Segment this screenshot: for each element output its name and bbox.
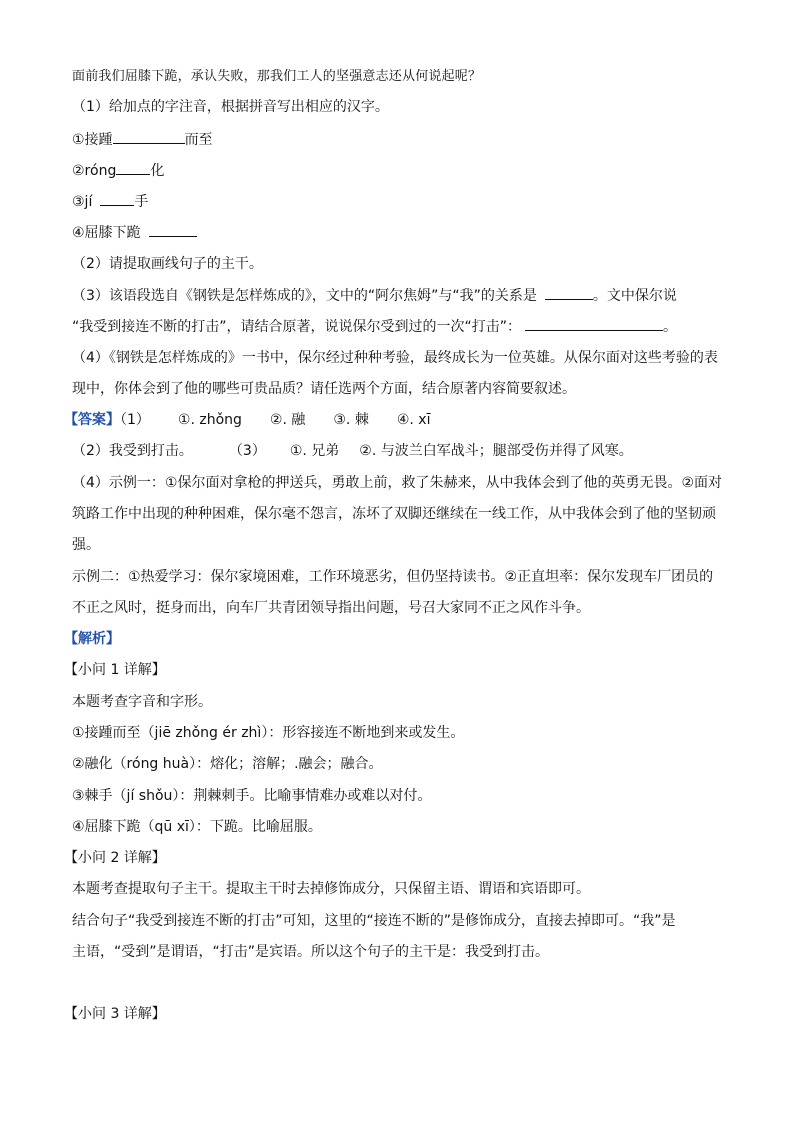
question-2-stem: （2）请提取画线句子的主干。: [72, 256, 263, 272]
q1-item-3-suffix: 手: [134, 194, 149, 210]
q3-stem-text-tail: 。文中保尔说: [592, 288, 677, 304]
q1-detail-line-4: ③棘手（jí shǒu）：荆棘刺手。比喻事情难办或难以对付。: [72, 788, 432, 804]
q3-stem-text: （3）该语段选自《钢铁是怎样炼成的》，文中的“阿尔焦姆”与“我”的关系是: [72, 288, 537, 304]
q1-detail-line-5: ④屈膝下跪（qū xī）：下跪。比喻屈服。: [72, 819, 322, 835]
q1-item-1-prefix: ①接踵: [72, 132, 113, 148]
q1-item-1: [72, 129, 213, 150]
q1-item-1-blank[interactable]: [113, 129, 185, 144]
q3-blow-blank[interactable]: [525, 316, 663, 331]
answer-4-example-2-line-2: 不正之风时，挺身而出，向车厂共青团领导指出问题，号召大家同不正之风作斗争。: [72, 600, 590, 616]
answer-1-item-4: ④. xī: [396, 412, 431, 428]
q1-item-2-blank[interactable]: [116, 160, 150, 175]
answer-1-prefix: （1）: [120, 412, 150, 428]
question-4-stem-line-2: 现中，你体会到了他的哪些可贵品质？请任选两个方面，结合原著内容简要叙述。: [72, 381, 576, 397]
q1-item-4-blank[interactable]: [149, 222, 197, 237]
answer-line-1: [64, 410, 430, 430]
question-4-stem-line-1: （4）《钢铁是怎样炼成的》一书中，保尔经过种种考验，最终成长为一位英雄。从保尔面对这些考验的表: [72, 350, 718, 366]
q3-relation-blank[interactable]: [545, 285, 593, 300]
q3-stem-line-2-text: “我受到接连不断的打击”，请结合原著，说说保尔受到过的一次“打击”：: [72, 319, 522, 335]
answer-line-2: [72, 441, 633, 461]
answer-3-prefix: （3）: [228, 443, 266, 459]
answer-4-line-1: （4）示例一：①保尔面对拿枪的押送兵，勇敢上前，救了朱赫来，从中我体会到了他的英勇无畏。②面对: [72, 475, 723, 491]
question-3-stem-line-1: [72, 285, 677, 306]
passage-tail-line: 面前我们屈膝下跪，承认失败，那我们工人的坚强意志还从何说起呢？: [72, 69, 482, 84]
answer-1-item-2: ②. 融: [269, 412, 306, 428]
question-3-stem-line-2: [72, 316, 677, 337]
answer-3-item-1: ①. 兄弟: [289, 443, 340, 459]
answer-1-item-3: ③. 棘: [333, 412, 369, 428]
q1-item-3: [72, 191, 148, 212]
analysis-label: 【解析】: [64, 631, 120, 647]
q1-item-3-blank[interactable]: [100, 191, 134, 206]
q1-item-3-prefix: ③jí: [72, 194, 93, 210]
q1-item-2-prefix: ②róng: [72, 163, 117, 179]
q1-detail-heading: 【小问 1 详解】: [64, 662, 166, 678]
q1-item-2-suffix: 化: [150, 163, 165, 179]
q1-item-1-suffix: 而至: [184, 132, 213, 148]
answer-3-item-2: ②. 与波兰白军战斗；腿部受伤并得了风寒。: [359, 443, 633, 459]
q2-detail-line-3: 主语，“受到”是谓语，“打击”是宾语。所以这个句子的主干是：我受到打击。: [72, 944, 550, 960]
q1-detail-line-3: ②融化（róng huà）：熔化；溶解；.融会；融合。: [72, 756, 383, 772]
q1-detail-line-2: ①接踵而至（jiē zhǒng ér zhì）：形容接连不断地到来或发生。: [72, 725, 465, 741]
q2-detail-line-2: 结合句子“我受到接连不断的打击”可知，这里的“接连不断的”是修饰成分，直接去掉即可。“我”是: [72, 913, 676, 929]
q1-item-4: [72, 222, 197, 243]
answer-4-line-3: 强。: [72, 537, 100, 553]
q3-detail-heading: 【小问 3 详解】: [64, 1006, 166, 1022]
answer-label: 【答案】: [64, 412, 120, 428]
question-1-stem: （1）给加点的字注音，根据拼音写出相应的汉字。: [72, 99, 389, 115]
q1-detail-line-1: 本题考查字音和字形。: [72, 694, 212, 710]
q3-stem-line-2-tail: 。: [663, 319, 678, 335]
answer-4-line-2: 筑路工作中出现的种种困难，保尔毫不怨言，冻坏了双脚还继续在一线工作，从中我体会到了他的坚韧顽: [72, 506, 716, 522]
q1-item-4-prefix: ④屈膝下跪: [72, 225, 141, 241]
q1-item-2: [72, 160, 164, 181]
q2-detail-line-1: 本题考查提取句子主干。提取主干时去掉修饰成分，只保留主语、谓语和宾语即可。: [72, 881, 590, 897]
answer-4-example-2-line-1: 示例二：①热爱学习：保尔家境困难，工作环境恶劣，但仍坚持读书。②正直坦率：保尔发现车厂团员的: [72, 569, 714, 585]
answer-2: （2）我受到打击。: [72, 443, 193, 459]
answer-1-item-1: ①. zhǒng: [177, 412, 242, 428]
q2-detail-heading: 【小问 2 详解】: [64, 850, 166, 866]
